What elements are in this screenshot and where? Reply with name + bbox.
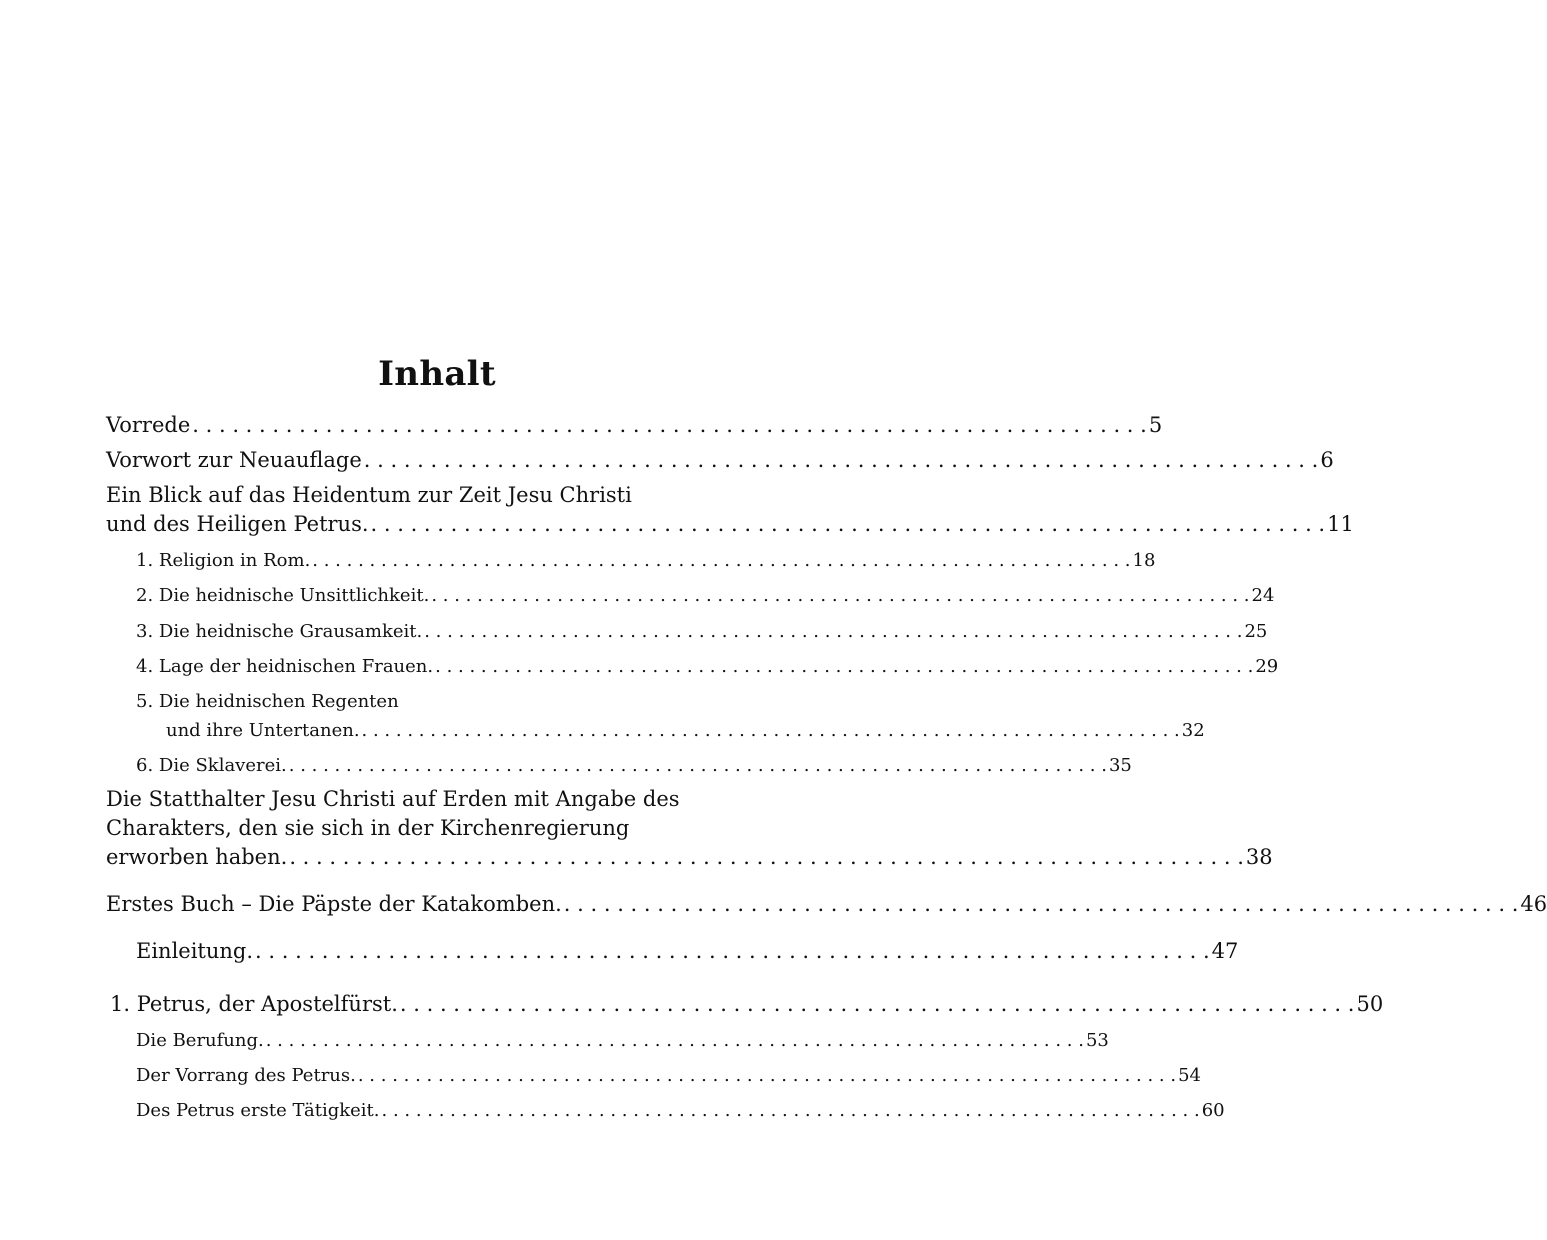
toc-entry-title: 6. Die Sklaverei. — [136, 755, 287, 776]
toc-entry-title: Die Berufung. — [136, 1030, 264, 1051]
toc-entry-title: 1. Petrus, der Apostelfürst. — [110, 992, 398, 1016]
toc-entry-title: 4. Lage der heidnischen Frauen. — [136, 656, 434, 677]
toc-entry-title: Einleitung. — [136, 939, 254, 963]
toc-page-number: 35 — [1108, 755, 1132, 776]
dot-leader: . . . . . . . . . . . . . . . . . . . . . . . . . . . . . . . . . . . . . . . . . . . . . . . . . . . . . . . . . . . . . . . . . . . . . . . . — [255, 939, 1210, 963]
dot-leader: . . . . . . . . . . . . . . . . . . . . . . . . . . . . . . . . . . . . . . . . . . . . . . . . . . . . . . . . . . . . . . . . . . . . . . . . — [312, 550, 1131, 571]
dot-leader: . . . . . . . . . . . . . . . . . . . . . . . . . . . . . . . . . . . . . . . . . . . . . . . . . . . . . . . . . . . . . . . . . . . . . . . . — [563, 892, 1519, 916]
toc-page-number: 6 — [1320, 448, 1334, 472]
toc-entry-petrus — [110, 990, 1384, 1019]
dot-leader: . . . . . . . . . . . . . . . . . . . . . . . . . . . . . . . . . . . . . . . . . . . . . . . . . . . . . . . . . . . . . . . . . . . . . . . . — [435, 656, 1254, 677]
dot-leader: . . . . . . . . . . . . . . . . . . . . . . . . . . . . . . . . . . . . . . . . . . . . . . . . . . . . . . . . . . . . . . . . . . . . . . . . — [363, 448, 1319, 472]
toc-entry-title: und ihre Untertanen. — [166, 720, 360, 741]
dot-leader: . . . . . . . . . . . . . . . . . . . . . . . . . . . . . . . . . . . . . . . . . . . . . . . . . . . . . . . . . . . . . . . . . . . . . . . . — [370, 512, 1326, 536]
toc-page-number: 32 — [1181, 720, 1205, 741]
toc-entry-title: 3. Die heidnische Grausamkeit. — [136, 621, 423, 642]
toc-entry-statthalter — [106, 785, 1273, 872]
toc-entry-title: Der Vorrang des Petrus. — [136, 1065, 356, 1086]
toc-page-number: 18 — [1132, 550, 1156, 571]
toc-page-number: 60 — [1201, 1100, 1225, 1121]
toc-entry-title: erworben haben. — [106, 845, 288, 869]
dot-leader: . . . . . . . . . . . . . . . . . . . . . . . . . . . . . . . . . . . . . . . . . . . . . . . . . . . . . . . . . . . . . . . . . . . . . . . . — [381, 1100, 1200, 1121]
toc-page-number: 47 — [1211, 939, 1239, 963]
toc-entry-berufung — [136, 1026, 1109, 1055]
toc-entry-title: 2. Die heidnische Unsittlichkeit. — [136, 585, 430, 606]
toc-entry-title: 1. Religion in Rom. — [136, 550, 311, 571]
page-title: Inhalt — [378, 354, 496, 394]
toc-page-number: 24 — [1251, 585, 1275, 606]
toc-page-number: 29 — [1255, 656, 1279, 677]
toc-page-number: 38 — [1245, 845, 1273, 869]
toc-entry-title-line: Charakters, den sie sich in der Kirchenregierung — [106, 816, 630, 840]
dot-leader: . . . . . . . . . . . . . . . . . . . . . . . . . . . . . . . . . . . . . . . . . . . . . . . . . . . . . . . . . . . . . . . . . . . . . . . . — [265, 1030, 1084, 1051]
toc-entry-title: Vorwort zur Neuauflage — [106, 448, 362, 472]
dot-leader: . . . . . . . . . . . . . . . . . . . . . . . . . . . . . . . . . . . . . . . . . . . . . . . . . . . . . . . . . . . . . . . . . . . . . . . . — [192, 413, 1147, 437]
toc-entry-title: Des Petrus erste Tätigkeit. — [136, 1100, 380, 1121]
toc-entry-vorrang — [136, 1061, 1201, 1090]
toc-page-number: 11 — [1327, 512, 1354, 536]
toc-entry-erstes-buch — [106, 890, 1547, 919]
toc-page-number: 25 — [1244, 621, 1268, 642]
toc-entry-title-line: 5. Die heidnischen Regenten — [136, 691, 399, 712]
toc-entry-unsittlichkeit — [136, 581, 1275, 610]
toc-entry-heidentum — [106, 481, 1354, 539]
toc-entry-title: Vorrede — [106, 413, 191, 437]
toc-entry-regenten — [136, 687, 1205, 745]
toc-entry-frauen — [136, 652, 1279, 681]
toc-entry-einleitung — [136, 937, 1239, 966]
dot-leader: . . . . . . . . . . . . . . . . . . . . . . . . . . . . . . . . . . . . . . . . . . . . . . . . . . . . . . . . . . . . . . . . . . . . . . . . — [399, 992, 1355, 1016]
toc-entry-title: und des Heiligen Petrus. — [106, 512, 369, 536]
toc-entry-title: Erstes Buch – Die Päpste der Katakomben. — [106, 892, 562, 916]
dot-leader: . . . . . . . . . . . . . . . . . . . . . . . . . . . . . . . . . . . . . . . . . . . . . . . . . . . . . . . . . . . . . . . . . . . . . . . . — [431, 585, 1250, 606]
toc-page-number: 46 — [1520, 892, 1547, 916]
toc-entry-vorrede — [106, 411, 1163, 440]
toc-entry-sklaverei — [136, 751, 1132, 780]
toc-entry-grausamkeit — [136, 617, 1268, 646]
toc-entry-title-line: Die Statthalter Jesu Christi auf Erden mit Angabe des — [106, 787, 680, 811]
toc-page-number: 53 — [1085, 1030, 1109, 1051]
dot-leader: . . . . . . . . . . . . . . . . . . . . . . . . . . . . . . . . . . . . . . . . . . . . . . . . . . . . . . . . . . . . . . . . . . . . . . . . — [357, 1065, 1177, 1086]
toc-page-number: 54 — [1178, 1065, 1201, 1086]
dot-leader: . . . . . . . . . . . . . . . . . . . . . . . . . . . . . . . . . . . . . . . . . . . . . . . . . . . . . . . . . . . . . . . . . . . . . . . . — [361, 720, 1180, 741]
toc-entry-vorwort — [106, 446, 1334, 475]
toc-entry-taetigkeit — [136, 1096, 1225, 1125]
toc-entry-title-line: Ein Blick auf das Heidentum zur Zeit Jesu Christi — [106, 483, 632, 507]
toc-page-number: 50 — [1356, 992, 1384, 1016]
toc-entry-religion-in-rom — [136, 546, 1156, 575]
toc-page-number: 5 — [1148, 413, 1163, 437]
dot-leader: . . . . . . . . . . . . . . . . . . . . . . . . . . . . . . . . . . . . . . . . . . . . . . . . . . . . . . . . . . . . . . . . . . . . . . . . — [288, 755, 1107, 776]
dot-leader: . . . . . . . . . . . . . . . . . . . . . . . . . . . . . . . . . . . . . . . . . . . . . . . . . . . . . . . . . . . . . . . . . . . . . . . . — [289, 845, 1244, 869]
dot-leader: . . . . . . . . . . . . . . . . . . . . . . . . . . . . . . . . . . . . . . . . . . . . . . . . . . . . . . . . . . . . . . . . . . . . . . . . — [424, 621, 1243, 642]
